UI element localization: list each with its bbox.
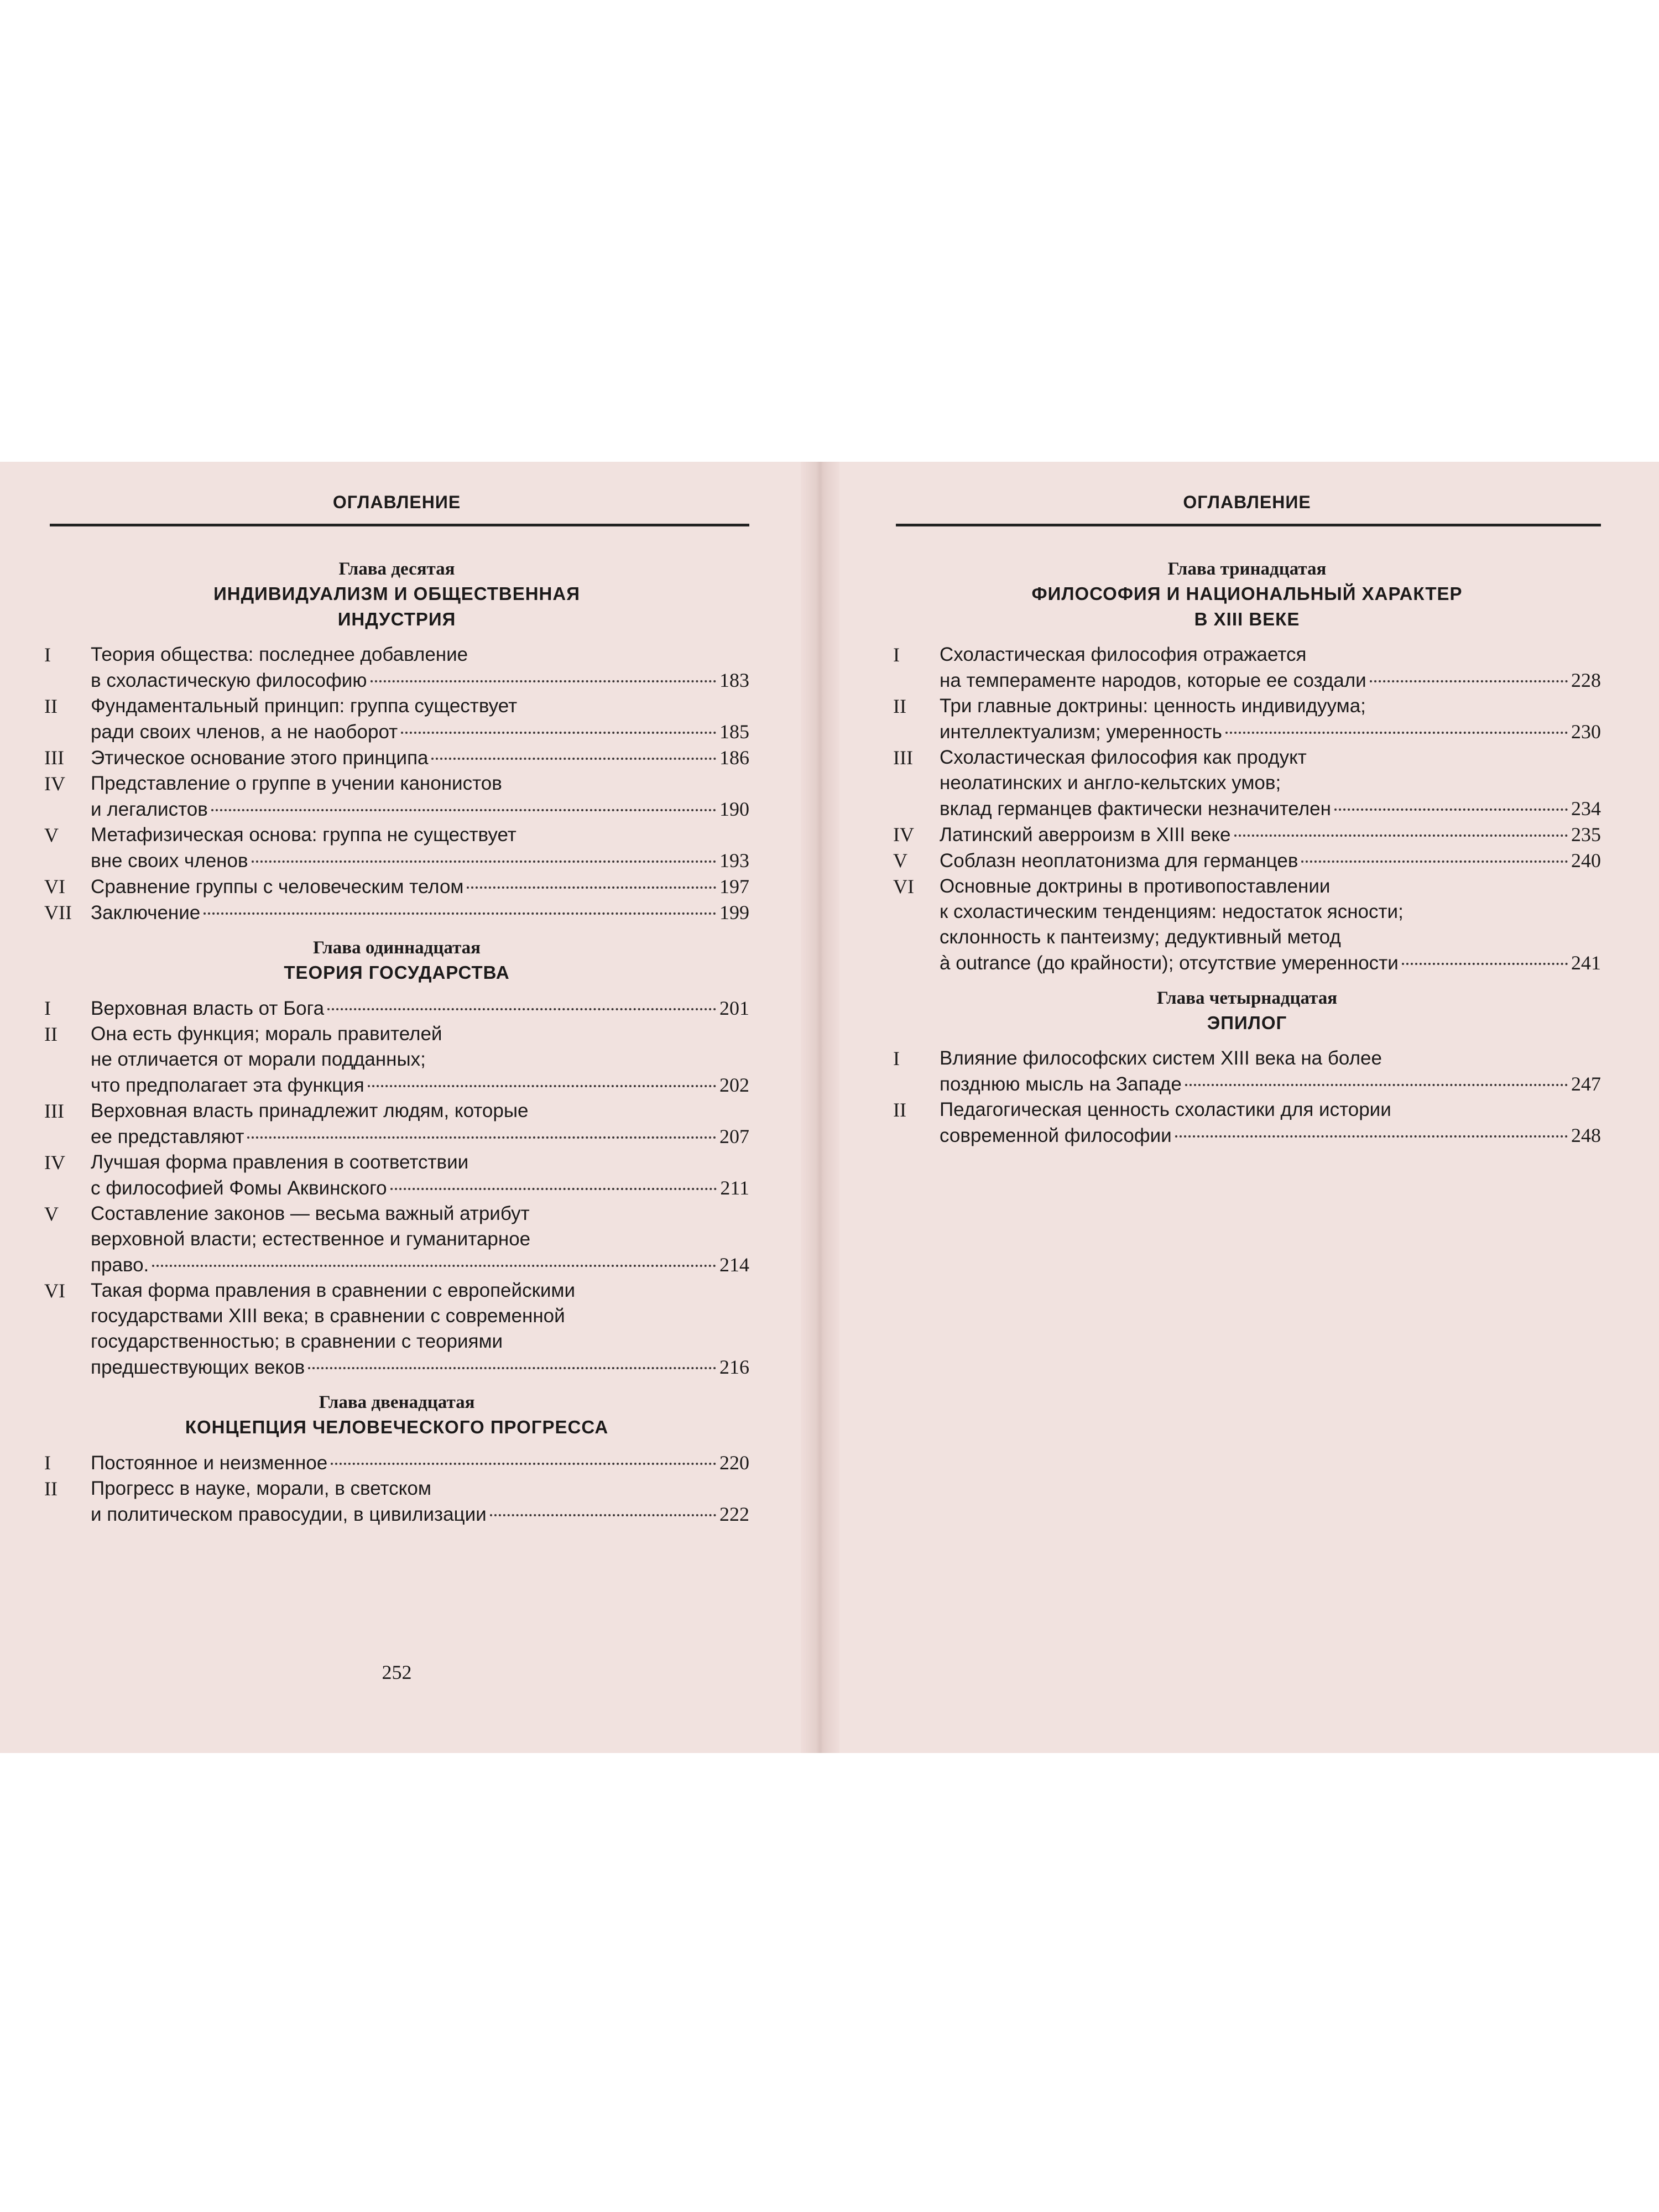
- entry-last-line: [940, 950, 1601, 976]
- toc-entry[interactable]: [893, 745, 1601, 822]
- entry-last-line: [91, 745, 749, 771]
- dot-leader: [371, 680, 716, 682]
- chapter-block: [44, 557, 749, 926]
- entry-text-line: в схоластическую философию: [91, 670, 367, 691]
- entry-page-number: 234: [1571, 797, 1601, 820]
- entry-text-line: государствами XIII века; в сравнении с современной: [91, 1305, 565, 1327]
- entry-text-line: к схоластическим тенденциям: недостаток ясности;: [940, 901, 1404, 922]
- dot-leader: [1175, 1135, 1568, 1138]
- entry-text-line: и легалистов: [91, 799, 208, 820]
- entry-text-line: государственностью; в сравнении с теориями: [91, 1331, 503, 1352]
- entry-text-line: Верховная власть от Бога: [91, 998, 325, 1019]
- chapter-label: Глава тринадцатая: [1167, 559, 1327, 579]
- section-numeral: V: [44, 824, 59, 846]
- chapter-title-line: В XIII ВЕКЕ: [1194, 609, 1300, 629]
- dot-leader: [327, 1008, 716, 1010]
- dot-leader: [467, 886, 716, 889]
- chapter-block: [893, 986, 1601, 1149]
- entry-text-line: Прогресс в науке, морали, в светском: [91, 1478, 431, 1499]
- section-numeral: III: [44, 747, 64, 769]
- entry-page-number: 248: [1571, 1124, 1601, 1146]
- toc-entry[interactable]: [893, 1097, 1601, 1149]
- entry-text-line: с философией Фомы Аквинского: [91, 1177, 387, 1199]
- chapter-title-line: ФИЛОСОФИЯ И НАЦИОНАЛЬНЫЙ ХАРАКТЕР: [1031, 583, 1463, 604]
- section-numeral: II: [44, 1023, 58, 1045]
- toc-entry[interactable]: [44, 995, 749, 1021]
- chapter-title: [44, 960, 749, 985]
- entry-text-line: и политическом правосудии, в цивилизации: [91, 1504, 487, 1525]
- entry-text-line: современной философии: [940, 1125, 1172, 1146]
- dot-leader: [1225, 732, 1568, 734]
- dot-leader: [1334, 808, 1568, 811]
- dot-leader: [368, 1085, 716, 1087]
- entry-text-line: Сравнение группы с человеческим телом: [91, 876, 464, 898]
- entry-last-line: [91, 796, 749, 822]
- entry-page-number: 193: [719, 849, 749, 872]
- entry-last-line: [91, 1450, 749, 1476]
- toc-entry[interactable]: [44, 900, 749, 926]
- entry-text-line: право.: [91, 1254, 149, 1276]
- entry-text-line: вклад германцев фактически незначителен: [940, 798, 1331, 820]
- entry-text-line: предшествующих веков: [91, 1357, 305, 1378]
- section-numeral: VI: [893, 875, 914, 898]
- toc-entry[interactable]: [44, 693, 749, 745]
- toc-entry[interactable]: [44, 1150, 749, 1201]
- entry-page-number: 241: [1571, 952, 1601, 974]
- dot-leader: [401, 732, 716, 734]
- section-numeral: II: [44, 1478, 58, 1500]
- dot-leader: [308, 1367, 716, 1369]
- dot-leader: [204, 912, 716, 915]
- toc-entry[interactable]: [44, 874, 749, 900]
- chapter-block: [893, 557, 1601, 976]
- entry-page-number: 199: [719, 901, 749, 924]
- entry-last-line: [940, 1071, 1601, 1097]
- entry-text-line: ради своих членов, а не наоборот: [91, 721, 398, 743]
- toc-entry[interactable]: [44, 642, 749, 693]
- dot-leader: [490, 1514, 716, 1516]
- entry-text-line: Представление о группе в учении канонистов: [91, 773, 502, 794]
- toc-entry[interactable]: [44, 1450, 749, 1476]
- entry-last-line: [91, 900, 749, 926]
- chapter-title: [44, 1415, 749, 1440]
- entry-last-line: [91, 1072, 749, 1098]
- section-numeral: II: [893, 695, 906, 717]
- header-rule: [50, 524, 749, 526]
- toc-content: [893, 557, 1601, 1149]
- section-numeral: IV: [44, 773, 65, 795]
- chapter-block: [44, 936, 749, 1380]
- entry-text-line: позднюю мысль на Западе: [940, 1073, 1182, 1095]
- toc-content: [44, 557, 749, 1527]
- entry-text-line: Схоластическая философия как продукт: [940, 747, 1307, 768]
- dot-leader: [1234, 834, 1568, 837]
- toc-entry[interactable]: [893, 848, 1601, 874]
- toc-entry[interactable]: [893, 1046, 1601, 1097]
- page-number: 252: [382, 1661, 412, 1683]
- entry-last-line: [940, 1123, 1601, 1149]
- entry-text-line: Верховная власть принадлежит людям, которые: [91, 1100, 529, 1121]
- chapter-title: [893, 581, 1601, 632]
- chapter-title-line: ЭПИЛОГ: [1207, 1013, 1287, 1033]
- section-numeral: VI: [44, 1280, 65, 1302]
- chapter-label: Глава четырнадцатая: [1156, 988, 1338, 1008]
- entry-page-number: 220: [719, 1452, 749, 1474]
- dot-leader: [152, 1265, 716, 1267]
- chapter-title-line: ТЕОРИЯ ГОСУДАРСТВА: [284, 962, 510, 983]
- book-gutter: [801, 462, 839, 1753]
- entry-page-number: 235: [1571, 823, 1601, 846]
- header-rule: [896, 524, 1601, 526]
- dot-leader: [211, 809, 716, 811]
- entry-text-line: Фундаментальный принцип: группа существует: [91, 695, 518, 717]
- entry-text-line: Теория общества: последнее добавление: [91, 644, 468, 665]
- section-numeral: IV: [44, 1151, 65, 1173]
- entry-page-number: 211: [720, 1177, 749, 1199]
- toc-entry[interactable]: [893, 822, 1601, 848]
- dot-leader: [1402, 963, 1568, 965]
- entry-text-line: интеллектуализм; умеренность: [940, 721, 1222, 743]
- entry-text-line: Влияние философских систем XIII века на более: [940, 1047, 1382, 1069]
- entry-last-line: [91, 719, 749, 745]
- entry-last-line: [91, 1252, 749, 1278]
- section-numeral: II: [44, 695, 58, 717]
- entry-page-number: 202: [719, 1074, 749, 1096]
- toc-entry[interactable]: [44, 771, 749, 822]
- section-numeral: VI: [44, 875, 65, 898]
- entry-page-number: 240: [1571, 849, 1601, 872]
- entry-page-number: 216: [719, 1356, 749, 1378]
- toc-entry[interactable]: [893, 642, 1601, 693]
- entry-page-number: 247: [1571, 1073, 1601, 1095]
- section-numeral: I: [44, 997, 51, 1019]
- chapter-title-line: ИНДИВИДУАЛИЗМ И ОБЩЕСТВЕННАЯ: [213, 583, 580, 604]
- section-numeral: III: [44, 1100, 64, 1122]
- section-numeral: I: [44, 1452, 51, 1474]
- entry-text-line: Лучшая форма правления в соответствии: [91, 1151, 469, 1173]
- toc-entry[interactable]: [44, 1201, 749, 1278]
- section-numeral: III: [893, 747, 913, 769]
- section-numeral: I: [44, 644, 51, 666]
- toc-entry[interactable]: [44, 1278, 749, 1380]
- entry-last-line: [940, 719, 1601, 745]
- dot-leader: [431, 758, 716, 760]
- entry-page-number: 186: [719, 747, 749, 769]
- section-numeral: IV: [893, 823, 914, 846]
- chapter-title: [44, 581, 749, 632]
- entry-text-line: неолатинских и англо-кельтских умов;: [940, 772, 1281, 794]
- chapter-title-line: КОНЦЕПЦИЯ ЧЕЛОВЕЧЕСКОГО ПРОГРЕССА: [185, 1417, 609, 1437]
- entry-text-line: Постоянное и неизменное: [91, 1452, 328, 1474]
- entry-page-number: 214: [719, 1254, 749, 1276]
- entry-text-line: Этическое основание этого принципа: [91, 747, 429, 769]
- entry-text-line: Основные доктрины в противопоставлении: [940, 875, 1331, 897]
- entry-last-line: [940, 796, 1601, 822]
- entry-page-number: 185: [719, 721, 749, 743]
- section-numeral: VII: [44, 901, 72, 924]
- entry-page-number: 201: [719, 997, 749, 1019]
- entry-text-line: вне своих членов: [91, 850, 248, 872]
- section-numeral: II: [893, 1099, 906, 1121]
- toc-entry[interactable]: [44, 1098, 749, 1150]
- chapter-label: Глава двенадцатая: [319, 1392, 475, 1412]
- left-page: [44, 462, 749, 1753]
- entry-text-line: Латинский аверроизм в XIII веке: [940, 824, 1231, 846]
- toc-entry[interactable]: [44, 745, 749, 771]
- chapter-label: Глава десятая: [338, 559, 455, 579]
- entry-last-line: [91, 874, 749, 900]
- section-numeral: V: [44, 1203, 59, 1225]
- entry-last-line: [91, 1175, 749, 1201]
- toc-entry[interactable]: [44, 1476, 749, 1527]
- entry-text-line: что предполагает эта функция: [91, 1074, 364, 1096]
- entry-last-line: [91, 1501, 749, 1527]
- entry-text-line: Заключение: [91, 902, 201, 924]
- entry-text-line: Соблазн неоплатонизма для германцев: [940, 850, 1298, 872]
- entry-text-line: Метафизическая основа: группа не существует: [91, 824, 517, 846]
- toc-entry[interactable]: [44, 1021, 749, 1098]
- toc-entry[interactable]: [44, 822, 749, 874]
- entry-last-line: [940, 822, 1601, 848]
- dot-leader: [252, 860, 716, 863]
- entry-page-number: 183: [719, 669, 749, 691]
- entry-text-line: Составление законов — весьма важный атрибут: [91, 1203, 530, 1224]
- entry-last-line: [940, 667, 1601, 693]
- dot-leader: [390, 1188, 717, 1190]
- dot-leader: [1370, 680, 1568, 682]
- dot-leader: [1301, 860, 1568, 863]
- entry-last-line: [91, 667, 749, 693]
- entry-text-line: Такая форма правления в сравнении с европейскими: [91, 1280, 576, 1301]
- entry-page-number: 207: [719, 1125, 749, 1147]
- dot-leader: [331, 1463, 716, 1465]
- entry-text-line: Схоластическая философия отражается: [940, 644, 1307, 665]
- entry-text-line: Она есть функция; мораль правителей: [91, 1023, 442, 1045]
- entry-text-line: ее представляют: [91, 1126, 244, 1147]
- entry-text-line: не отличается от морали подданных;: [91, 1048, 426, 1070]
- toc-entry[interactable]: [893, 874, 1601, 976]
- entry-page-number: 197: [719, 875, 749, 898]
- entry-page-number: 222: [719, 1503, 749, 1525]
- entry-page-number: 228: [1571, 669, 1601, 691]
- entry-text-line: Три главные доктрины: ценность индивидуума;: [940, 695, 1366, 717]
- section-numeral: I: [893, 1047, 900, 1070]
- entry-last-line: [940, 848, 1601, 874]
- entry-text-line: на темпераменте народов, которые ее создали: [940, 670, 1366, 691]
- section-numeral: I: [893, 644, 900, 666]
- entry-last-line: [91, 1124, 749, 1150]
- dot-leader: [1185, 1084, 1568, 1086]
- entry-page-number: 190: [719, 798, 749, 820]
- chapter-label: Глава одиннадцатая: [313, 938, 481, 958]
- entry-text-line: à outrance (до крайности); отсутствие умеренности: [940, 952, 1399, 974]
- entry-page-number: 230: [1571, 721, 1601, 743]
- entry-text-line: Педагогическая ценность схоластики для истории: [940, 1099, 1391, 1120]
- chapter-title-line: ИНДУСТРИЯ: [337, 609, 456, 629]
- toc-entry[interactable]: [893, 693, 1601, 745]
- right-page: [893, 462, 1601, 1753]
- dot-leader: [247, 1136, 716, 1139]
- chapter-title: [893, 1010, 1601, 1036]
- entry-last-line: [91, 995, 749, 1021]
- entry-last-line: [91, 1354, 749, 1380]
- entry-last-line: [91, 848, 749, 874]
- entry-text-line: верховной власти; естественное и гуманитарное: [91, 1228, 531, 1250]
- running-head: ОГЛАВЛЕНИЕ: [1183, 492, 1311, 512]
- chapter-block: [44, 1390, 749, 1527]
- entry-text-line: склонность к пантеизму; дедуктивный метод: [940, 926, 1341, 948]
- running-head: ОГЛАВЛЕНИЕ: [332, 492, 461, 512]
- section-numeral: V: [893, 849, 907, 872]
